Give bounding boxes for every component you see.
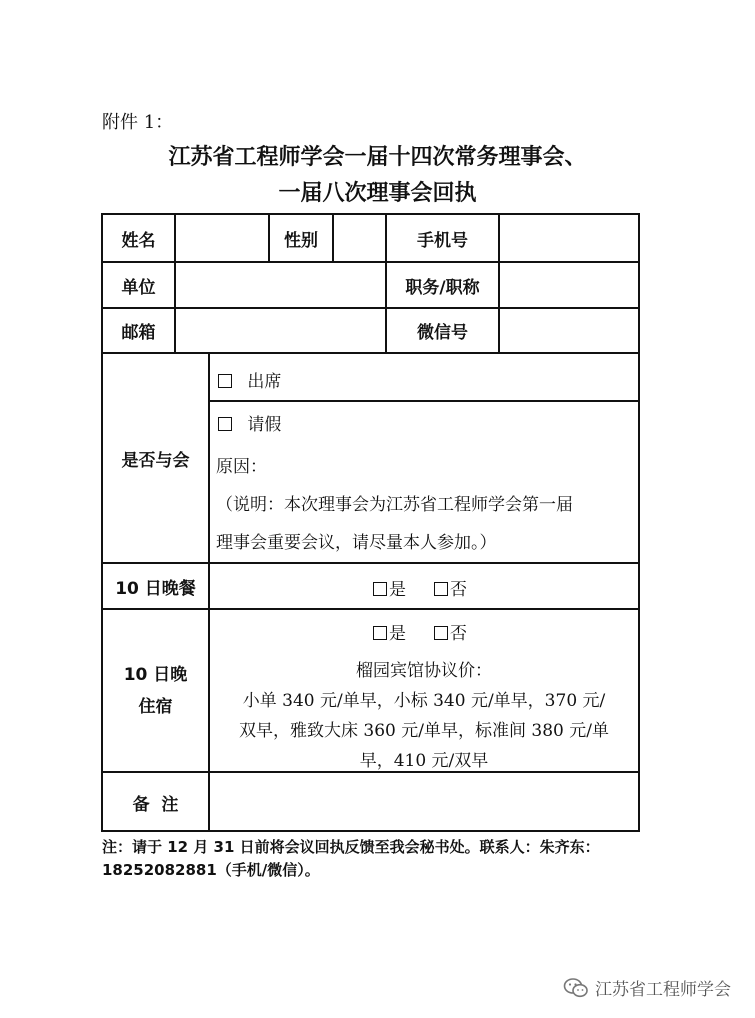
stay-no-option[interactable] — [434, 619, 467, 644]
stay-label — [103, 610, 208, 771]
dinner-label: 10 日晚餐 — [115, 578, 196, 599]
stay-yes-label: 是 — [389, 624, 406, 644]
unit-label: 单位 — [121, 277, 156, 298]
stay-no-label: 否 — [450, 624, 467, 644]
checkbox-stay-yes[interactable] — [373, 626, 387, 640]
wechat-input[interactable] — [500, 309, 638, 352]
stay-label-line1: 10 日晚 — [123, 664, 188, 685]
footnote — [102, 836, 662, 882]
page-title-line2: 一届八次理事会回执 — [278, 180, 477, 206]
reason-label: 原因： — [216, 457, 267, 477]
checkbox-attend[interactable] — [218, 374, 232, 388]
footnote-line1: 注：请于 12 月 31 日前将会议回执反馈至我会秘书处。联系人：朱齐东： — [102, 838, 600, 856]
attend-option-label: 出席 — [247, 372, 282, 392]
email-label: 邮箱 — [121, 323, 156, 343]
price-line1: 小单 340 元/单早，小标 340 元/单早，370 元/ — [242, 691, 606, 711]
dinner-no-option[interactable] — [434, 575, 467, 600]
checkbox-dinner-no[interactable] — [434, 582, 448, 596]
attend-label: 是否与会 — [121, 450, 190, 471]
unit-input[interactable] — [176, 263, 385, 307]
reply-form-table — [101, 213, 640, 832]
row-divider — [208, 400, 638, 402]
dinner-yes-option[interactable] — [373, 575, 406, 600]
stay-label-line2: 住宿 — [138, 696, 173, 717]
gender-input[interactable] — [334, 215, 385, 261]
dinner-no-label: 否 — [450, 580, 467, 600]
checkbox-dinner-yes[interactable] — [373, 582, 387, 596]
checkbox-leave[interactable] — [218, 417, 232, 431]
hotel-title: 榴园宾馆协议价： — [356, 661, 492, 681]
attend-option[interactable] — [218, 367, 281, 392]
phone-label: 手机号 — [417, 230, 468, 251]
remark-input[interactable] — [210, 773, 638, 832]
remark-label: 备 注 — [132, 795, 179, 815]
price-line3: 早，410 元/双早 — [359, 751, 489, 771]
dinner-yes-label: 是 — [389, 580, 406, 600]
explain-line1: （说明：本次理事会为江苏省工程师学会第一届 — [216, 495, 573, 515]
wechat-icon — [563, 977, 589, 999]
price-line2: 双早，雅致大床 360 元/单早，标准间 380 元/单 — [239, 721, 609, 741]
phone-input[interactable] — [500, 215, 638, 261]
position-label: 职务/职称 — [405, 277, 480, 298]
gender-label: 性别 — [284, 230, 318, 251]
leave-option-label: 请假 — [247, 415, 282, 435]
checkbox-stay-no[interactable] — [434, 626, 448, 640]
wechat-label: 微信号 — [417, 323, 468, 343]
page-title-line1: 江苏省工程师学会一届十四次常务理事会、 — [168, 144, 587, 170]
position-input[interactable] — [500, 263, 638, 307]
name-label: 姓名 — [121, 230, 156, 251]
footnote-line2: 18252082881（手机/微信）。 — [102, 861, 320, 879]
name-input[interactable] — [176, 215, 268, 261]
email-input[interactable] — [176, 309, 385, 352]
watermark-text: 江苏省工程师学会 — [595, 980, 731, 1000]
leave-option[interactable] — [218, 410, 281, 435]
explain-line2: 理事会重要会议，请尽量本人参加。） — [216, 533, 497, 553]
watermark — [563, 975, 731, 1000]
attachment-label: 附件 1： — [102, 112, 174, 133]
stay-yes-option[interactable] — [373, 619, 406, 644]
